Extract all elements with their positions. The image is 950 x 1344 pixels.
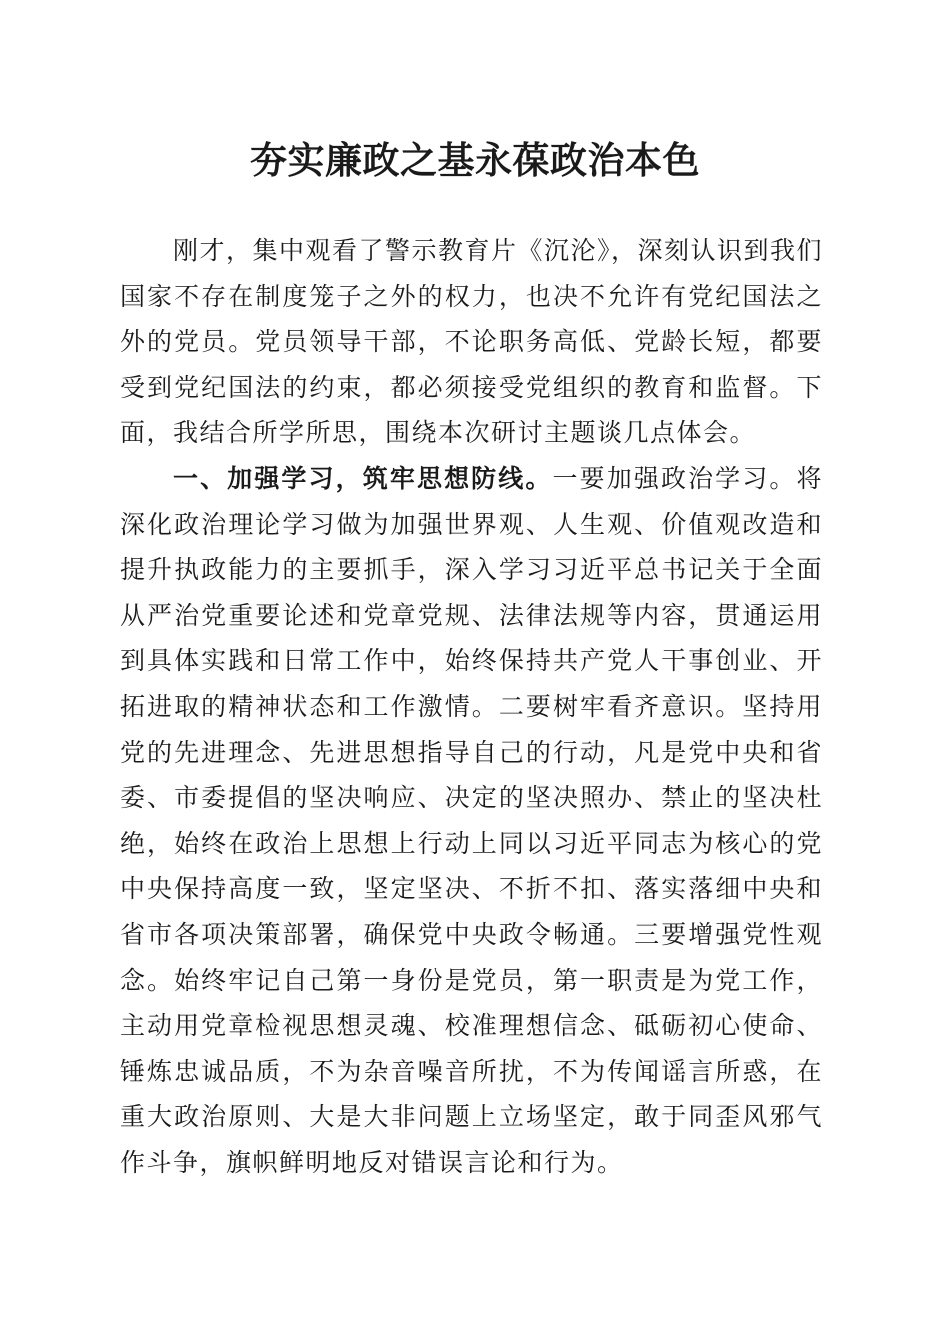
- document-body: [120, 228, 823, 1185]
- section-one-paragraph: [120, 456, 823, 1186]
- paragraph-text: 一要加强政治学习。将深化政治理论学习做为加强世界观、人生观、价值观改造和提升执政能力的主要抓手，深入学习习近平总书记关于全面从严治党重要论述和党章党规、法律法规等内容，贯通运用到具体实践和日常工作中，始终保持共产党人干事创业、开拓进取的精神状态和工作激情。二要树牢看齐意识。坚持用党的先进理念、先进思想指导自己的行动，凡是党中央和省委、市委提倡的坚决响应、决定的坚决照办、禁止的坚决杜绝，始终在政治上思想上行动上同以习近平同志为核心的党中央保持高度一致，坚定坚决、不折不扣、落实落细中央和省市各项决策部署，确保党中央政令畅通。三要增强党性观念。始终牢记自己第一身份是党员，第一职责是为党工作，主动用党章检视思想灵魂、校准理想信念、砥砺初心使命、锤炼忠诚品质，不为杂音噪音所扰，不为传闻谣言所惑，在重大政治原则、大是大非问题上立场坚定，敢于同歪风邪气作斗争，旗帜鲜明地反对错误言论和行为。: [120, 463, 823, 1177]
- paragraph-text: 刚才，集中观看了警示教育片《沉沦》，深刻认识到我们国家不存在制度笼子之外的权力，也决不允许有党纪国法之外的党员。党员领导干部，不论职务高低、党龄长短，都要受到党纪国法的约束，都必须接受党组织的教育和监督。下面，我结合所学所思，围绕本次研讨主题谈几点体会。: [120, 236, 824, 448]
- document-title: 夯实廉政之基永葆政治本色: [250, 138, 700, 182]
- intro-paragraph: [120, 228, 823, 456]
- section-heading: 一、加强学习，筑牢思想防线。: [173, 463, 553, 493]
